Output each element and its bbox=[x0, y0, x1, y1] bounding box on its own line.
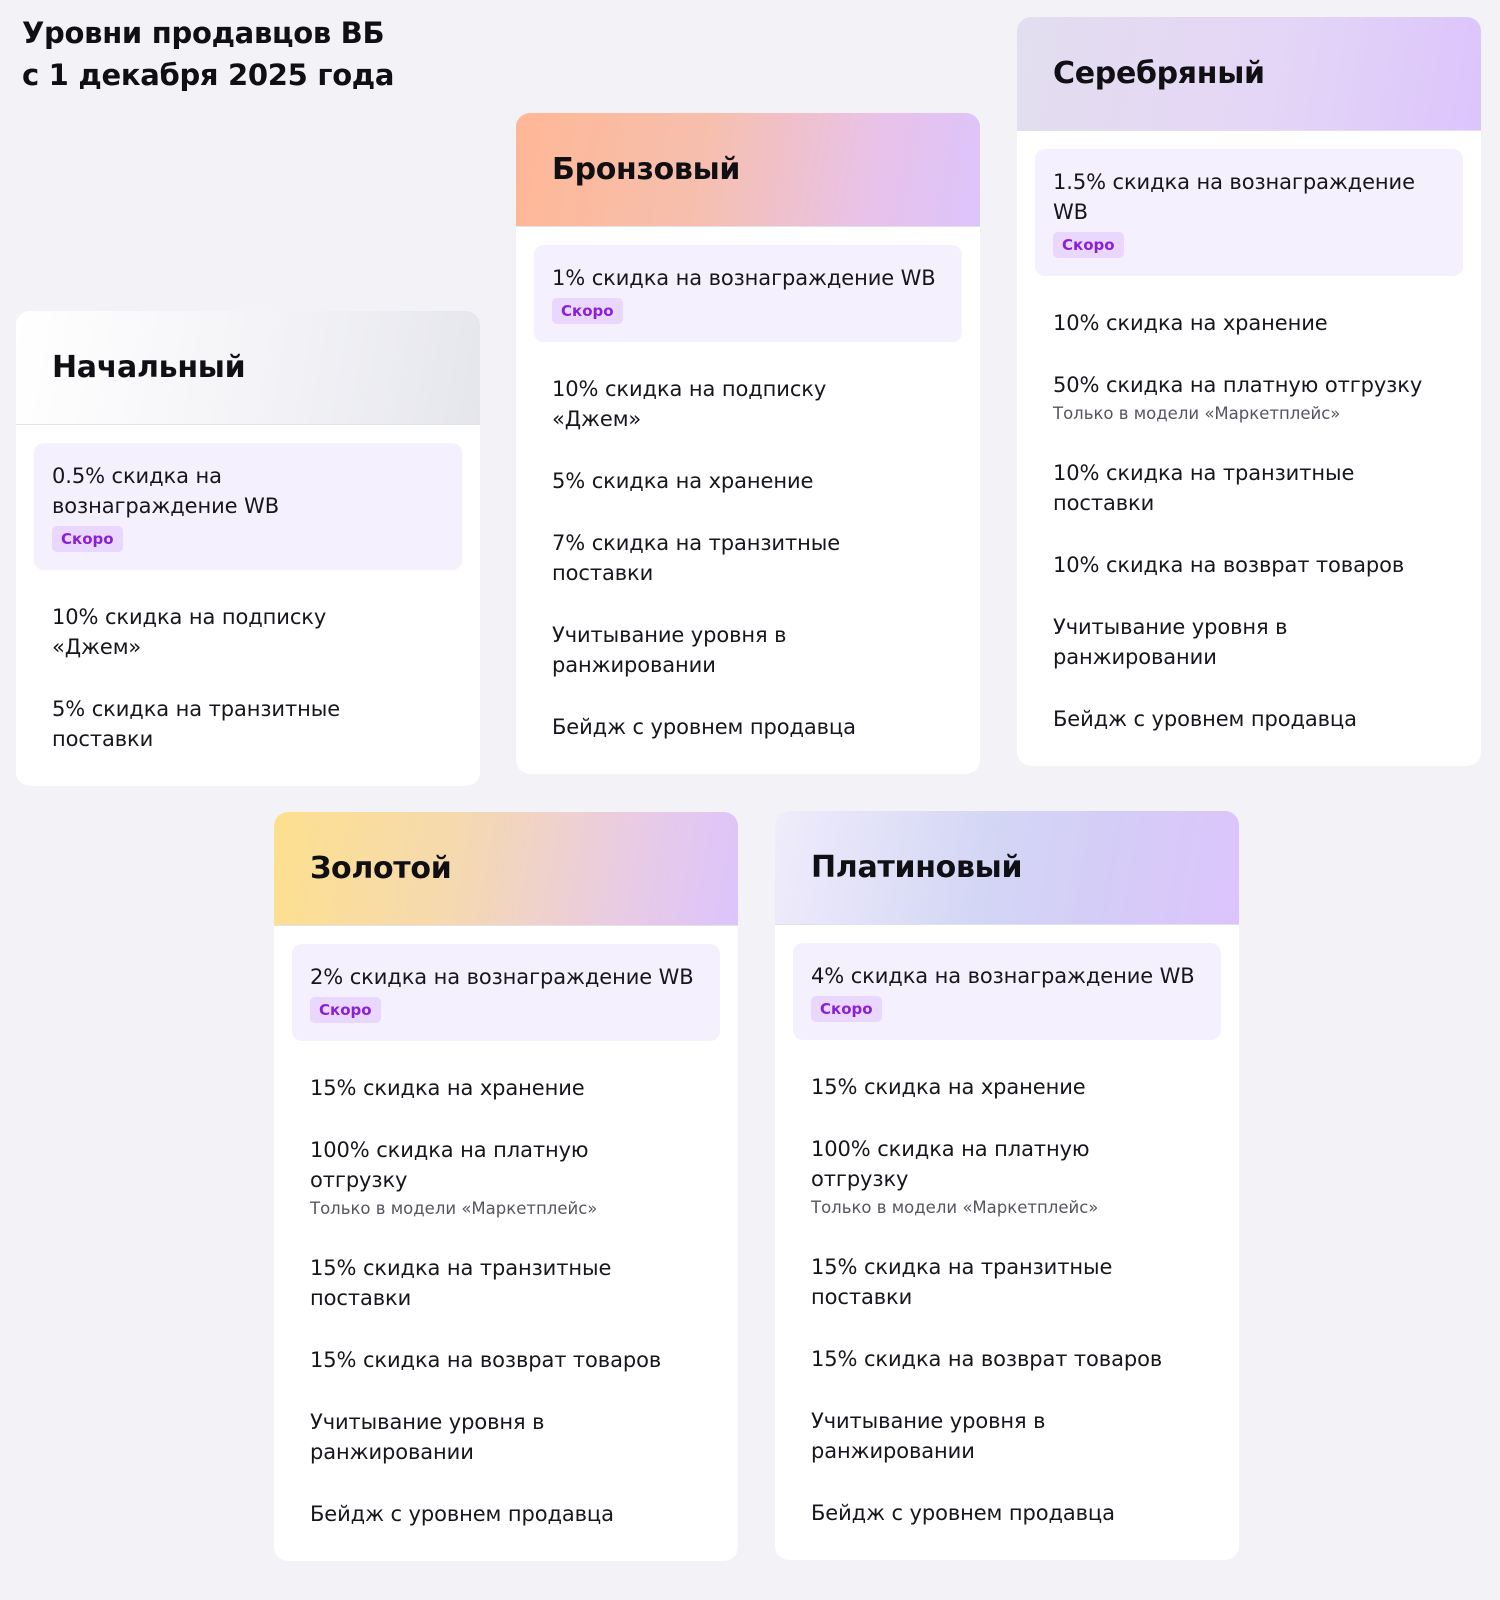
perk-item bbox=[793, 1390, 1221, 1482]
perk-item bbox=[534, 512, 962, 604]
level-title: Золотой bbox=[310, 851, 452, 886]
perk-item bbox=[534, 450, 962, 512]
level-perks bbox=[775, 925, 1239, 1560]
perk-item bbox=[292, 1237, 720, 1329]
highlight-perk bbox=[1035, 149, 1463, 276]
perk-text: Учитывание уровня в ранжировании bbox=[811, 1409, 1046, 1463]
perk-text: 15% скидка на транзитные поставки bbox=[310, 1256, 612, 1310]
perk-item bbox=[292, 1329, 720, 1391]
perk-item bbox=[34, 586, 462, 678]
level-card-platinum bbox=[775, 811, 1239, 1560]
soon-badge: Скоро bbox=[811, 996, 882, 1022]
level-card-header bbox=[274, 812, 738, 926]
level-card-header bbox=[516, 113, 980, 227]
perk-text: Учитывание уровня в ранжировании bbox=[552, 623, 787, 677]
level-title: Бронзовый bbox=[552, 152, 741, 187]
perk-text: 15% скидка на транзитные поставки bbox=[811, 1255, 1113, 1309]
perk-text: 15% скидка на возврат товаров bbox=[310, 1348, 662, 1372]
perk-note: Только в модели «Маркетплейс» bbox=[310, 1199, 598, 1218]
highlight-perk bbox=[34, 443, 462, 570]
soon-badge: Скоро bbox=[1053, 232, 1124, 258]
perk-item bbox=[292, 1119, 720, 1237]
level-title: Платиновый bbox=[811, 850, 1023, 885]
perk-item bbox=[793, 1118, 1221, 1236]
perk-text: 15% скидка на хранение bbox=[811, 1075, 1086, 1099]
level-card-bronze bbox=[516, 113, 980, 774]
perk-item bbox=[1035, 354, 1463, 442]
perk-item bbox=[34, 678, 462, 770]
perk-text: 1% скидка на вознаграждение WB bbox=[552, 266, 936, 290]
perk-text: 50% скидка на платную отгрузку bbox=[1053, 373, 1423, 397]
level-perks bbox=[16, 425, 480, 786]
page-title-line-1: Уровни продавцов ВБ bbox=[22, 16, 385, 50]
perk-item bbox=[534, 358, 962, 450]
level-card-header bbox=[775, 811, 1239, 925]
perk-item bbox=[793, 1328, 1221, 1390]
level-perks bbox=[1017, 131, 1481, 766]
perk-note: Только в модели «Маркетплейс» bbox=[811, 1198, 1099, 1217]
perk-item bbox=[1035, 688, 1463, 750]
perk-item bbox=[534, 604, 962, 696]
perk-item bbox=[534, 696, 962, 758]
perk-text: 10% скидка на подписку «Джем» bbox=[552, 377, 827, 431]
perk-text: 7% скидка на транзитные поставки bbox=[552, 531, 841, 585]
perk-text: 5% скидка на транзитные поставки bbox=[52, 697, 341, 751]
page-title bbox=[22, 12, 394, 96]
level-card-start bbox=[16, 311, 480, 786]
perk-text: 2% скидка на вознаграждение WB bbox=[310, 965, 694, 989]
level-card-gold bbox=[274, 812, 738, 1561]
perk-text: 5% скидка на хранение bbox=[552, 469, 814, 493]
perk-text: 10% скидка на возврат товаров bbox=[1053, 553, 1405, 577]
perk-item bbox=[1035, 442, 1463, 534]
perk-text: 10% скидка на подписку «Джем» bbox=[52, 605, 327, 659]
highlight-perk bbox=[534, 245, 962, 342]
soon-badge: Скоро bbox=[52, 526, 123, 552]
level-card-silver bbox=[1017, 17, 1481, 766]
perk-text: 4% скидка на вознаграждение WB bbox=[811, 964, 1195, 988]
perk-text: 15% скидка на хранение bbox=[310, 1076, 585, 1100]
perk-text: 100% скидка на платную отгрузку bbox=[811, 1137, 1090, 1191]
perk-item bbox=[793, 1056, 1221, 1118]
perk-text: 10% скидка на хранение bbox=[1053, 311, 1328, 335]
soon-badge: Скоро bbox=[310, 997, 381, 1023]
soon-badge: Скоро bbox=[552, 298, 623, 324]
perk-item bbox=[1035, 292, 1463, 354]
perk-item bbox=[292, 1391, 720, 1483]
level-card-header bbox=[16, 311, 480, 425]
perk-text: Бейдж с уровнем продавца bbox=[552, 715, 856, 739]
perk-text: 10% скидка на транзитные поставки bbox=[1053, 461, 1355, 515]
perk-text: 0.5% скидка на вознаграждение WB bbox=[52, 464, 280, 518]
page-title-line-2: с 1 декабря 2025 года bbox=[22, 58, 395, 92]
perk-text: Бейдж с уровнем продавца bbox=[1053, 707, 1357, 731]
perk-text: Учитывание уровня в ранжировании bbox=[310, 1410, 545, 1464]
level-perks bbox=[516, 227, 980, 774]
perk-text: 15% скидка на возврат товаров bbox=[811, 1347, 1163, 1371]
perk-text: Учитывание уровня в ранжировании bbox=[1053, 615, 1288, 669]
level-title: Серебряный bbox=[1053, 56, 1265, 91]
level-perks bbox=[274, 926, 738, 1561]
perk-item bbox=[793, 1236, 1221, 1328]
perk-item bbox=[1035, 596, 1463, 688]
perk-item bbox=[292, 1057, 720, 1119]
perk-text: Бейдж с уровнем продавца bbox=[310, 1502, 614, 1526]
perk-note: Только в модели «Маркетплейс» bbox=[1053, 404, 1341, 423]
highlight-perk bbox=[793, 943, 1221, 1040]
perk-text: 100% скидка на платную отгрузку bbox=[310, 1138, 589, 1192]
perk-item bbox=[1035, 534, 1463, 596]
perk-item bbox=[793, 1482, 1221, 1544]
level-title: Начальный bbox=[52, 350, 246, 385]
perk-text: 1.5% скидка на вознаграждение WB bbox=[1053, 170, 1415, 224]
highlight-perk bbox=[292, 944, 720, 1041]
level-card-header bbox=[1017, 17, 1481, 131]
perk-text: Бейдж с уровнем продавца bbox=[811, 1501, 1115, 1525]
perk-item bbox=[292, 1483, 720, 1545]
